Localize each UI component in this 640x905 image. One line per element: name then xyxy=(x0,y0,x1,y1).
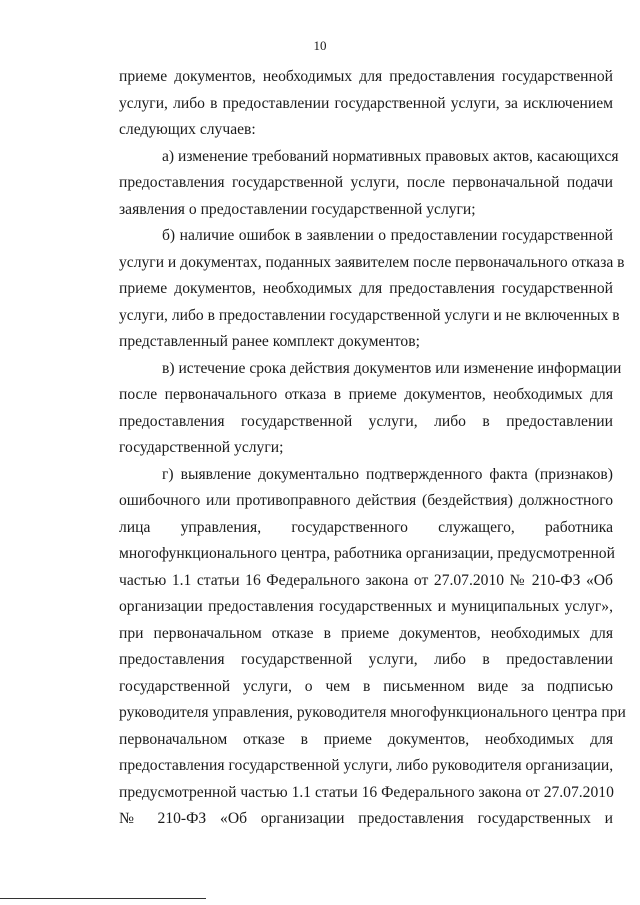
text-line: ошибочного или противоправного действия (бездействия) должностного xyxy=(119,492,613,509)
text-line: б) наличие ошибок в заявлении о предоставлении государственной xyxy=(162,227,613,244)
text-line: в) истечение срока действия документов или изменение информации xyxy=(162,359,622,377)
document-body xyxy=(119,64,626,833)
text-line: услуги, либо в предоставлении государственной услуги, за исключением xyxy=(119,94,613,112)
text-line: заявления о предоставлении государственной услуги; xyxy=(119,200,476,218)
text-line: руководителя управления, руководителя многофункционального центра при xyxy=(119,704,626,721)
text-line: представленный ранее комплект документов; xyxy=(119,333,420,350)
text-line: а) изменение требований нормативных правовых актов, касающихся xyxy=(162,147,619,165)
text-line: лица управления, государственного служащего, работника xyxy=(119,518,613,536)
text-line: государственной услуги, о чем в письменном виде за подписью xyxy=(119,677,613,695)
page-number: 10 xyxy=(313,38,327,53)
text-line: многофункционального центра, работника организации, предусмотренной xyxy=(119,545,615,562)
footnote-separator xyxy=(0,898,206,899)
text-line: № 210-ФЗ «Об организации предоставления государственных и xyxy=(119,810,613,827)
text-line: предоставления государственной услуги, после первоначальной подачи xyxy=(119,174,613,191)
text-line: при первоначальном отказе в приеме документов, необходимых для xyxy=(119,624,613,642)
text-line: предоставления государственной услуги, либо руководителя организации, xyxy=(119,757,614,774)
text-line: г) выявление документально подтвержденного факта (признаков) xyxy=(162,465,613,483)
text-line: организации предоставления государственных и муниципальных услуг», xyxy=(119,598,613,615)
text-line: предоставления государственной услуги, либо в предоставлении xyxy=(119,651,613,668)
text-line: следующих случаев: xyxy=(119,121,256,138)
text-line: приеме документов, необходимых для предоставления государственной xyxy=(119,280,613,297)
text-line: предоставления государственной услуги, либо в предоставлении xyxy=(119,412,613,430)
text-line: приеме документов, необходимых для предоставления государственной xyxy=(119,68,613,85)
text-line: услуги и документах, поданных заявителем после первоначального отказа в xyxy=(119,253,625,271)
text-line: предусмотренной частью 1.1 статьи 16 Федерального закона от 27.07.2010 xyxy=(119,783,614,801)
text-line: услуги, либо в предоставлении государственной услуги и не включенных в xyxy=(119,306,620,324)
text-line: государственной услуги; xyxy=(119,439,284,456)
text-line: частью 1.1 статьи 16 Федерального закона от 27.07.2010 № 210-ФЗ «Об xyxy=(119,571,613,589)
text-line: первоначальном отказе в приеме документов, необходимых для xyxy=(119,730,613,748)
text-line: после первоначального отказа в приеме документов, необходимых для xyxy=(119,386,613,403)
